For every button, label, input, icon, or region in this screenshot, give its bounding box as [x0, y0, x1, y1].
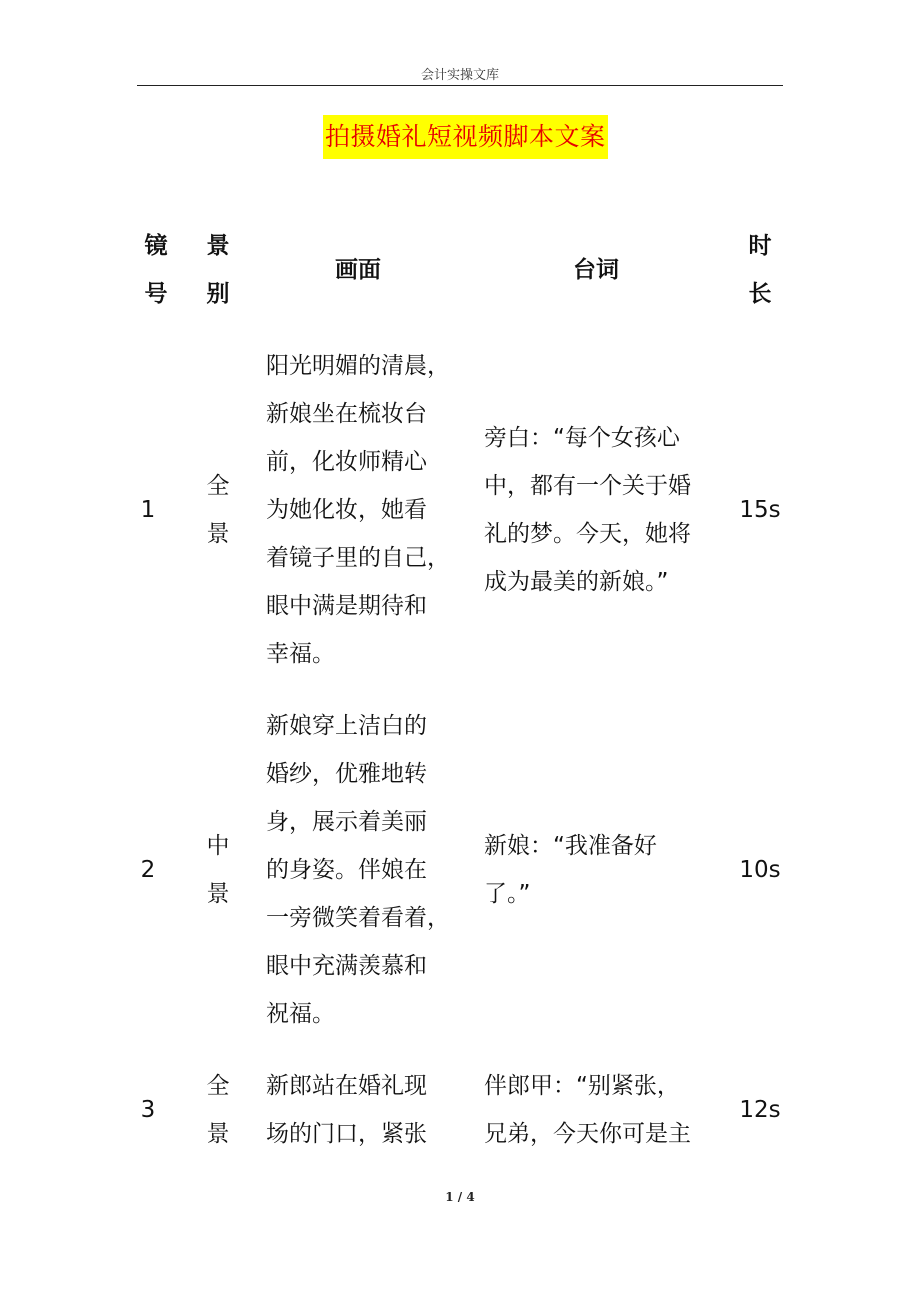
column-header-line: 台词	[573, 257, 619, 283]
page-header: 会计实操文库	[420, 68, 499, 83]
row-2-line: 新娘：“我准备好 了。”	[484, 833, 657, 907]
row-2-duration: 10s	[739, 857, 781, 883]
page-number: 1 / 4	[445, 1190, 475, 1204]
column-header-scale: 景 别	[206, 233, 230, 307]
row-1-shot: 1	[140, 497, 156, 523]
row-2-scale: 中 景	[206, 833, 230, 907]
column-header-shot: 镜 号	[144, 233, 168, 307]
column-header-picture: 画面	[335, 257, 381, 283]
row-3-picture: 新郎站在婚礼现 场的门口，紧张	[266, 1073, 427, 1147]
column-header-duration: 时 长	[748, 233, 772, 307]
document-title: 拍摄婚礼短视频脚本文案	[323, 115, 608, 159]
row-2-shot: 2	[140, 857, 156, 883]
row-1-duration: 15s	[739, 497, 781, 523]
row-3-shot: 3	[140, 1097, 156, 1123]
row-3-line: 伴郎甲：“别紧张， 兄弟，今天你可是主	[484, 1073, 691, 1147]
header-divider	[137, 85, 783, 86]
row-1-line: 旁白：“每个女孩心 中，都有一个关于婚 礼的梦。今天，她将 成为最美的新娘。”	[484, 425, 691, 595]
row-1-scale: 全 景	[206, 473, 230, 547]
row-3-duration: 12s	[739, 1097, 781, 1123]
row-2-picture: 新娘穿上洁白的 婚纱，优雅地转 身，展示着美丽 的身姿。伴娘在 一旁微笑着看着， 眼中充满羡慕和 祝福。	[266, 713, 450, 1027]
row-3-scale: 全 景	[206, 1073, 230, 1147]
row-1-picture: 阳光明媚的清晨， 新娘坐在梳妆台 前，化妆师精心 为她化妆，她看 着镜子里的自己， 眼中满是期待和 幸福。	[266, 353, 450, 667]
